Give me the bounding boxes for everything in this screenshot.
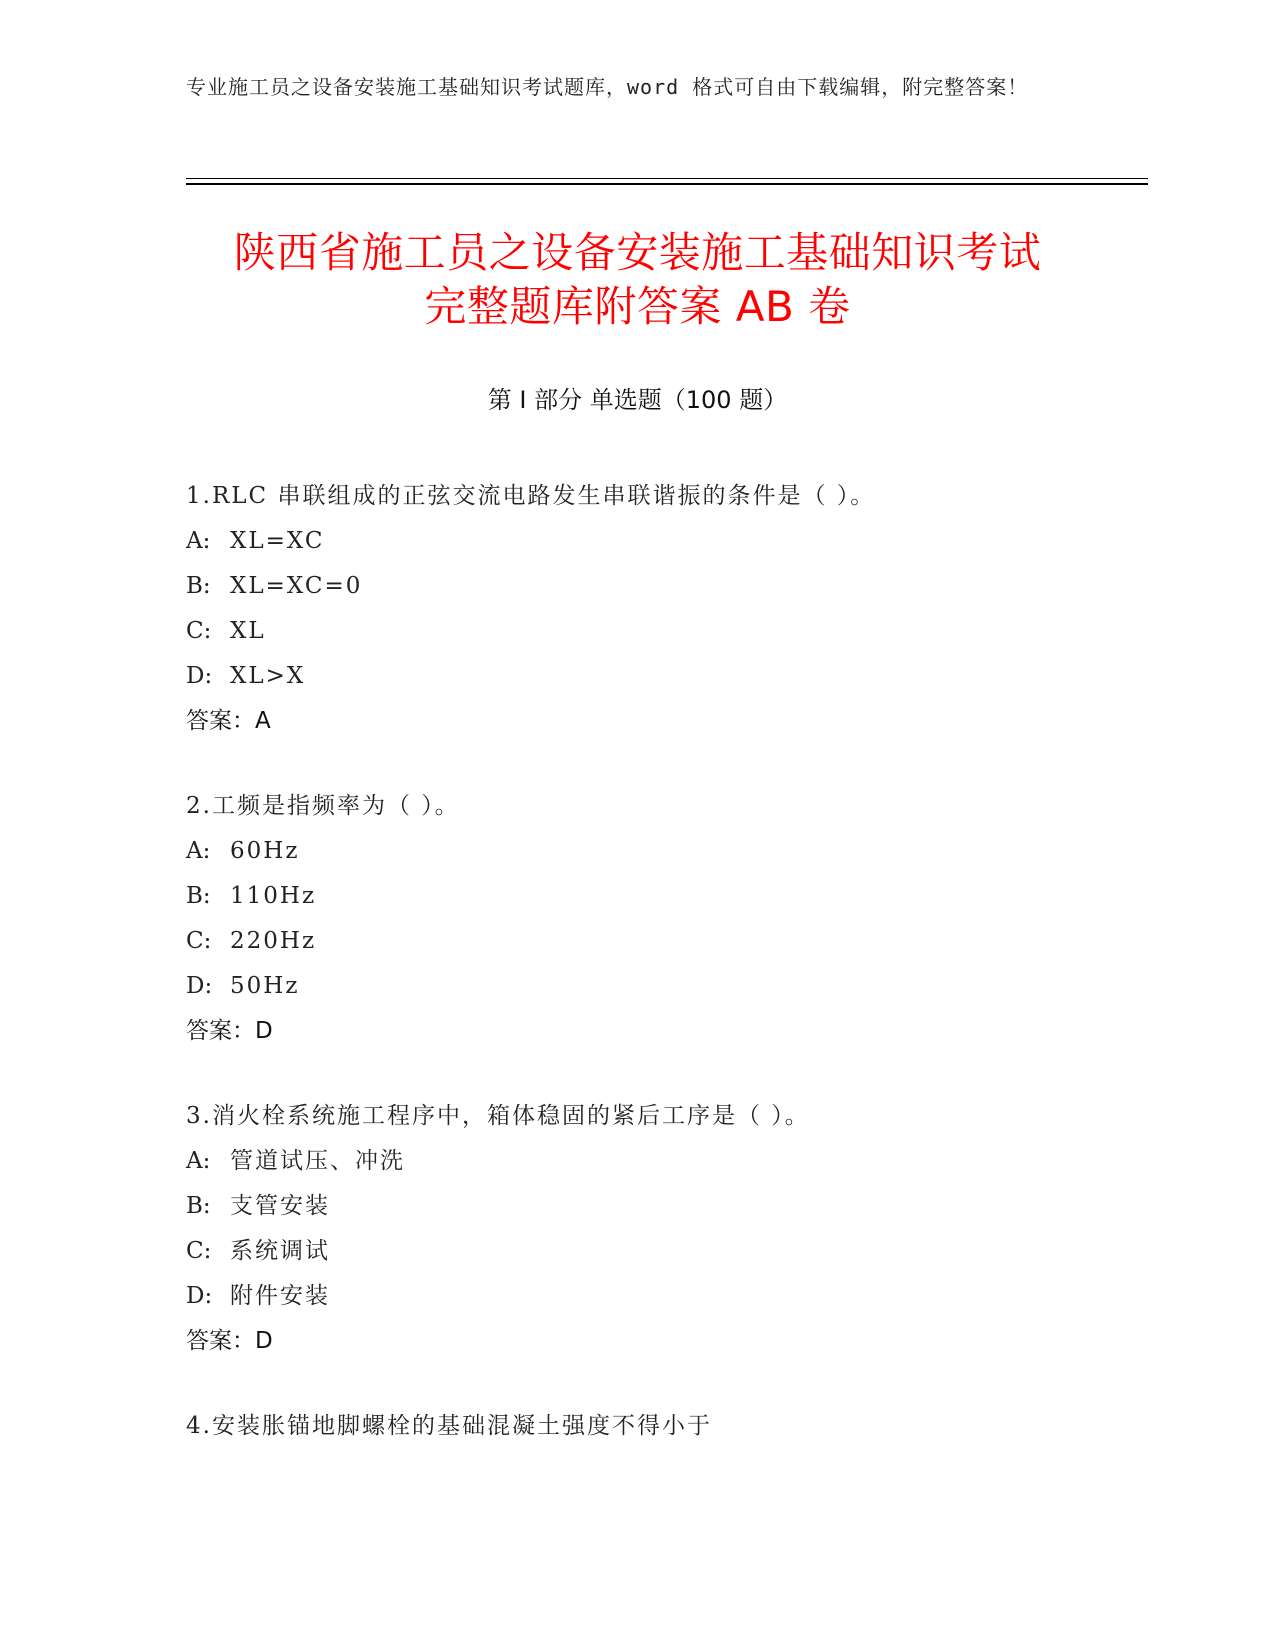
question-1 — [186, 474, 1146, 744]
option-key: D: — [186, 663, 213, 689]
option-text: 50Hz — [230, 973, 300, 999]
option-text: 管道试压、冲洗 — [230, 1148, 405, 1174]
question-stem: 2.工频是指频率为（ ）。 — [186, 793, 460, 819]
option-key: B: — [186, 573, 211, 599]
option-text: 附件安装 — [230, 1283, 330, 1309]
question-3 — [186, 1094, 1146, 1364]
option-d — [186, 1274, 1146, 1319]
question-stem: 4.安装胀锚地脚螺栓的基础混凝土强度不得小于 — [186, 1413, 712, 1439]
option-key: A: — [186, 838, 211, 864]
option-key: A: — [186, 528, 211, 554]
option-c — [186, 609, 1146, 654]
question-2 — [186, 784, 1146, 1054]
option-b — [186, 1184, 1146, 1229]
section-title: 第 I 部分 单选题（100 题） — [487, 386, 788, 414]
question-4 — [186, 1404, 1146, 1449]
option-b — [186, 874, 1146, 919]
option-d — [186, 654, 1146, 699]
option-a — [186, 829, 1146, 874]
option-d — [186, 964, 1146, 1009]
question-list — [186, 474, 1146, 1489]
option-key: A: — [186, 1148, 211, 1174]
option-a — [186, 1139, 1146, 1184]
document-title — [0, 226, 1275, 334]
option-text: 系统调试 — [230, 1238, 330, 1264]
option-text: 60Hz — [230, 838, 300, 864]
option-key: C: — [186, 1238, 212, 1264]
option-b — [186, 564, 1146, 609]
option-key: B: — [186, 1193, 211, 1219]
option-key: C: — [186, 928, 212, 954]
option-text: 110Hz — [230, 883, 317, 909]
option-text: 支管安装 — [230, 1193, 330, 1219]
option-key: C: — [186, 618, 212, 644]
option-c — [186, 919, 1146, 964]
header-divider-thin — [186, 178, 1148, 179]
question-answer: 答案：D — [186, 1018, 273, 1044]
option-a — [186, 519, 1146, 564]
option-text: XL>X — [230, 663, 306, 689]
question-stem: 1.RLC 串联组成的正弦交流电路发生串联谐振的条件是（ ）。 — [186, 483, 876, 509]
option-key: D: — [186, 1283, 213, 1309]
question-answer: 答案：A — [186, 708, 271, 734]
option-text: XL=XC=0 — [230, 573, 363, 599]
question-answer: 答案：D — [186, 1328, 273, 1354]
document-title-line-1: 陕西省施工员之设备安装施工基础知识考试 — [233, 228, 1042, 277]
header-note: 专业施工员之设备安装施工基础知识考试题库，word 格式可自由下载编辑，附完整答案！ — [186, 75, 1029, 99]
option-key: B: — [186, 883, 211, 909]
option-c — [186, 1229, 1146, 1274]
option-key: D: — [186, 973, 213, 999]
option-text: XL — [230, 618, 266, 644]
header-divider-thick — [186, 183, 1148, 185]
option-text: 220Hz — [230, 928, 317, 954]
document-title-line-2: 完整题库附答案 AB 卷 — [424, 282, 851, 331]
option-text: XL=XC — [230, 528, 325, 554]
question-stem: 3.消火栓系统施工程序中，箱体稳固的紧后工序是（ ）。 — [186, 1103, 810, 1129]
